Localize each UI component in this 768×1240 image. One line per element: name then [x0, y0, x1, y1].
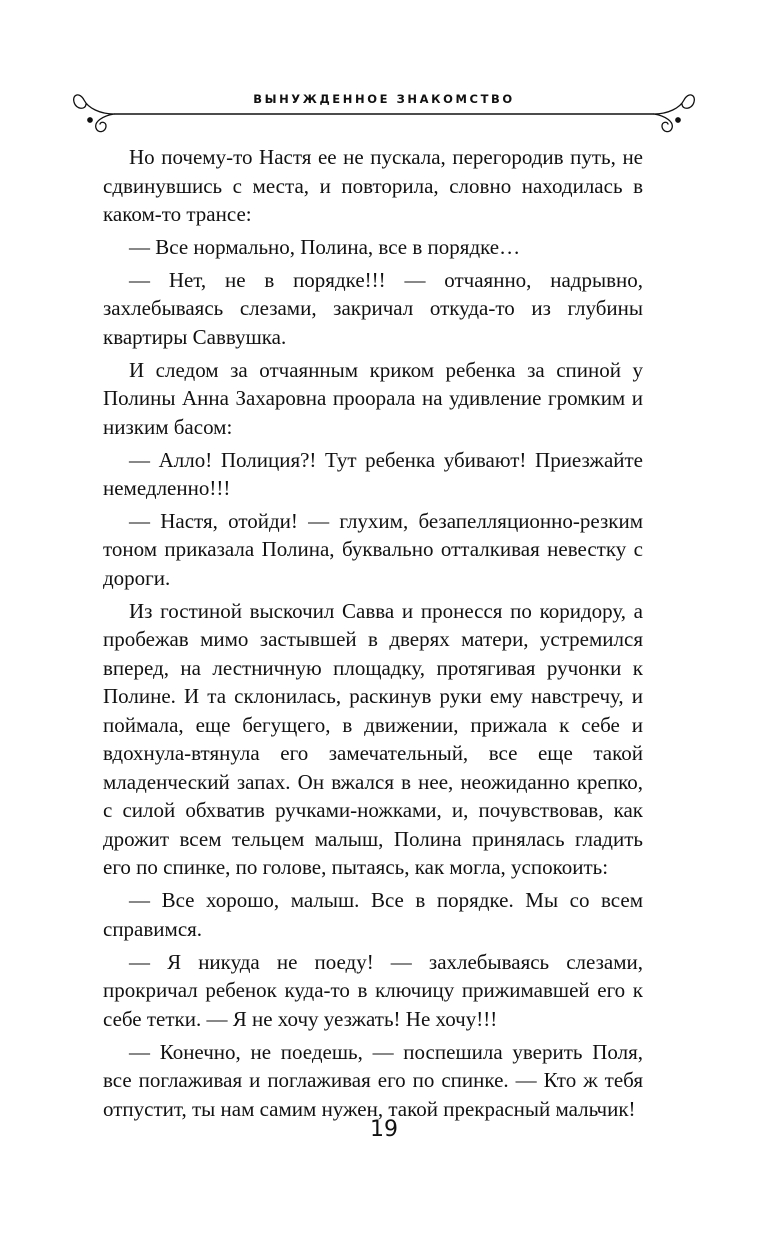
paragraph: — Все хорошо, малыш. Все в порядке. Мы со всем справимся. [103, 888, 643, 941]
running-head: ВЫНУЖДЕННОЕ ЗНАКОМСТВО [253, 92, 515, 106]
paragraph: — Я никуда не поеду! — захлебываясь слезами, прокричал ребенок куда-то в ключицу прижимавшей его к себе тетки. — Я не хочу уезжать! Не хочу!!! [103, 949, 643, 1031]
paragraph: — Алло! Полиция?! Тут ребенка убивают! Приезжайте немедленно!!! [103, 447, 643, 501]
paragraph: И следом за отчаянным криком ребенка за спиной у Полины Анна Захаровна проорала на удивление громким и низким басом: [103, 357, 643, 439]
page-header [70, 86, 698, 136]
page-number: 19 [370, 1117, 398, 1142]
paragraph: Но почему-то Настя ее не пускала, перегородив путь, не сдвинувшись с места, и повторила, словно находилась в каком-то трансе: [103, 145, 643, 226]
paragraph: Из гостиной выскочил Савва и пронесся по коридору, а пробежав мимо застывшей в дверях матери, устремился вперед, на лестничную площадку, протягивая ручонки к Полине. И та склонилась, раскинув руки ему навстречу, и поймала, еще бегущего, в движении, прижала к себе и вдохнула-втянула его замечательный, все еще такой младенческий запах. Он вжался в нее, неожиданно крепко, с силой обхватив ручками-ножками, и, почувствовав, как дрожит всем тельцем малыш, Полина принялась гладить его по спинке, по голове, пытаясь, как могла, успокоить: [103, 598, 643, 880]
paragraph: — Все нормально, Полина, все в порядке… [129, 234, 521, 259]
body-text [103, 143, 643, 1127]
paragraph: — Конечно, не поедешь, — поспешила уверить Поля, все поглаживая и поглаживая его по спинке. — Кто ж тебя отпустит, ты нам самим нужен, такой прекрасный мальчик! [103, 1039, 643, 1121]
paragraph: — Настя, отойди! — глухим, безапелляционно-резким тоном приказала Полина, буквально отталкивая невестку с дороги. [103, 508, 643, 590]
paragraph: — Нет, не в порядке!!! — отчаянно, надрывно, захлебываясь слезами, закричал откуда-то из глубины квартиры Саввушка. [103, 267, 643, 349]
